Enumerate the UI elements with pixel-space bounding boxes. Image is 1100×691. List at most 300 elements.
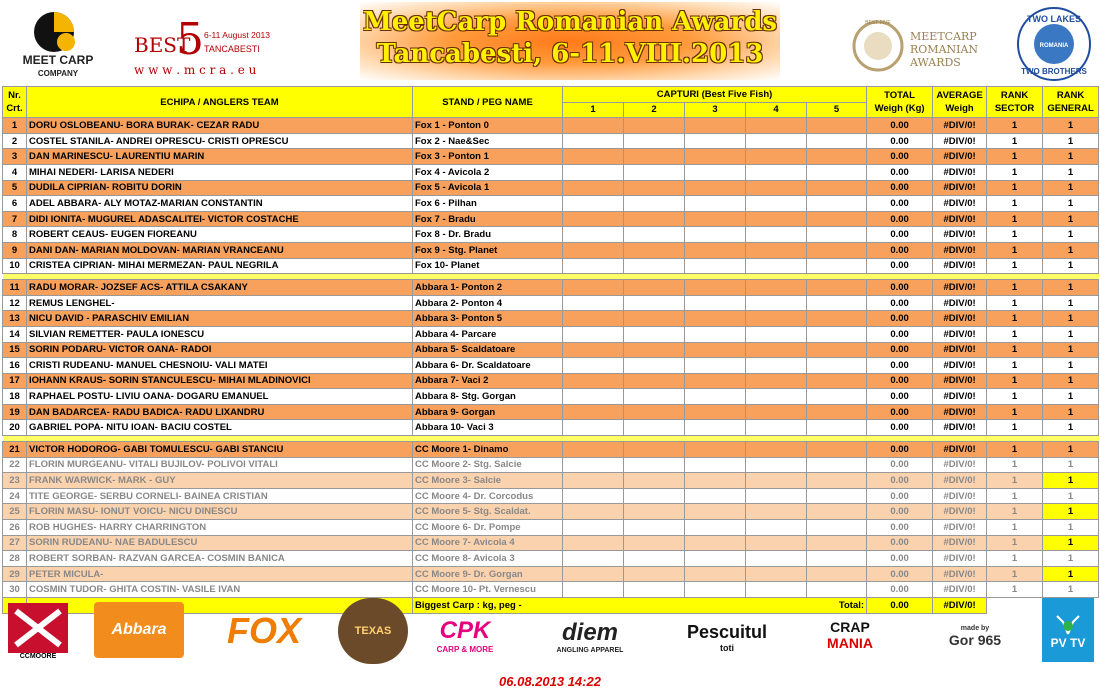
fish-3-weight xyxy=(685,457,746,473)
team-name: RADU MORAR- JOZSEF ACS- ATTILA CSAKANY xyxy=(27,280,413,296)
table-row xyxy=(3,551,1099,567)
fish-1-weight xyxy=(563,373,624,389)
fish-1-weight xyxy=(563,442,624,458)
fish-3-weight xyxy=(685,118,746,134)
total-weight: 0.00 xyxy=(867,457,933,473)
rank-general: 1 xyxy=(1043,211,1099,227)
fish-5-weight xyxy=(807,404,867,420)
table-row xyxy=(3,258,1099,274)
average-weight: #DIV/0! xyxy=(933,535,987,551)
team-name: ADEL ABBARA- ALY MOTAZ-MARIAN CONSTANTIN xyxy=(27,196,413,212)
average-weight: #DIV/0! xyxy=(933,358,987,374)
col-capturi: CAPTURI (Best Five Fish) xyxy=(563,87,867,103)
row-number: 27 xyxy=(3,535,27,551)
fish-1-weight xyxy=(563,326,624,342)
col-fish-1: 1 xyxy=(563,102,624,118)
fish-4-weight xyxy=(746,295,807,311)
stand-name: CC Moore 2- Stg. Salcie xyxy=(413,457,563,473)
stand-name: Abbara 9- Gorgan xyxy=(413,404,563,420)
rank-general: 1 xyxy=(1043,196,1099,212)
rank-sector: 1 xyxy=(987,442,1043,458)
fish-2-weight xyxy=(624,149,685,165)
rank-general: 1 xyxy=(1043,551,1099,567)
fish-5-weight xyxy=(807,504,867,520)
row-number: 30 xyxy=(3,582,27,598)
stand-name: Abbara 5- Scaldatoare xyxy=(413,342,563,358)
total-weight: 0.00 xyxy=(867,164,933,180)
row-number: 16 xyxy=(3,358,27,374)
fish-3-weight xyxy=(685,242,746,258)
stand-name: Fox 10- Planet xyxy=(413,258,563,274)
row-number: 19 xyxy=(3,404,27,420)
rank-general: 1 xyxy=(1043,180,1099,196)
rank-general: 1 xyxy=(1043,373,1099,389)
table-row xyxy=(3,535,1099,551)
fish-1-weight xyxy=(563,180,624,196)
average-weight: #DIV/0! xyxy=(933,211,987,227)
row-number: 22 xyxy=(3,457,27,473)
total-weight: 0.00 xyxy=(867,520,933,536)
biggest-carp: Biggest Carp : kg, peg - Total: xyxy=(413,598,867,614)
team-name: SILVIAN REMETTER- PAULA IONESCU xyxy=(27,326,413,342)
row-number: 6 xyxy=(3,196,27,212)
total-weight: 0.00 xyxy=(867,473,933,489)
average-weight: #DIV/0! xyxy=(933,295,987,311)
fish-2-weight xyxy=(624,342,685,358)
team-name: FRANK WARWICK- MARK - GUY xyxy=(27,473,413,489)
stand-name: Fox 3 - Ponton 1 xyxy=(413,149,563,165)
row-number: 20 xyxy=(3,420,27,436)
table-row xyxy=(3,196,1099,212)
fish-1-weight xyxy=(563,211,624,227)
rank-general: 1 xyxy=(1043,149,1099,165)
fish-3-weight xyxy=(685,311,746,327)
row-number: 7 xyxy=(3,211,27,227)
fish-3-weight xyxy=(685,295,746,311)
total-weight: 0.00 xyxy=(867,311,933,327)
cpk-logo: CPK CARP & MORE xyxy=(436,616,494,654)
average-weight: #DIV/0! xyxy=(933,504,987,520)
fish-1-weight xyxy=(563,473,624,489)
team-name: PETER MICULA- xyxy=(27,566,413,582)
row-number: 25 xyxy=(3,504,27,520)
fish-2-weight xyxy=(624,566,685,582)
rank-sector: 1 xyxy=(987,180,1043,196)
stand-name: Abbara 2- Ponton 4 xyxy=(413,295,563,311)
fish-3-weight xyxy=(685,404,746,420)
fish-4-weight xyxy=(746,442,807,458)
total-weight: 0.00 xyxy=(867,551,933,567)
row-number: 15 xyxy=(3,342,27,358)
team-name: SORIN PODARU- VICTOR OANA- RADOI xyxy=(27,342,413,358)
rank-sector: 1 xyxy=(987,280,1043,296)
fish-3-weight xyxy=(685,504,746,520)
fish-3-weight xyxy=(685,566,746,582)
rank-sector: 1 xyxy=(987,488,1043,504)
rank-sector: 1 xyxy=(987,326,1043,342)
fish-5-weight xyxy=(807,420,867,436)
fish-2-weight xyxy=(624,551,685,567)
col-average: AVERAGE Weigh xyxy=(933,87,987,118)
fish-3-weight xyxy=(685,551,746,567)
fish-3-weight xyxy=(685,133,746,149)
average-weight: #DIV/0! xyxy=(933,342,987,358)
rank-sector: 1 xyxy=(987,535,1043,551)
average-weight: #DIV/0! xyxy=(933,420,987,436)
texas-logo: TEXAS xyxy=(338,598,408,664)
average-weight: #DIV/0! xyxy=(933,473,987,489)
rank-general: 1 xyxy=(1043,520,1099,536)
average-weight: #DIV/0! xyxy=(933,582,987,598)
total-weight: 0.00 xyxy=(867,488,933,504)
fish-4-weight xyxy=(746,311,807,327)
gor965-logo: made by Gor 965 xyxy=(948,624,1002,648)
team-name: DIDI IONITA- MUGUREL ADASCALITEI- VICTOR COSTACHE xyxy=(27,211,413,227)
fish-5-weight xyxy=(807,211,867,227)
fish-4-weight xyxy=(746,326,807,342)
rank-sector: 1 xyxy=(987,551,1043,567)
rank-general: 1 xyxy=(1043,389,1099,405)
rank-general: 1 xyxy=(1043,566,1099,582)
fish-1-weight xyxy=(563,311,624,327)
stand-name: Fox 8 - Dr. Bradu xyxy=(413,227,563,243)
table-row xyxy=(3,566,1099,582)
fish-1-weight xyxy=(563,227,624,243)
fish-2-weight xyxy=(624,326,685,342)
fish-3-weight xyxy=(685,442,746,458)
two-lakes-logo xyxy=(1012,4,1096,84)
table-row xyxy=(3,118,1099,134)
fish-4-weight xyxy=(746,488,807,504)
col-nr: Nr. Crt. xyxy=(3,87,27,118)
average-weight: #DIV/0! xyxy=(933,404,987,420)
rank-general: 1 xyxy=(1043,457,1099,473)
rank-sector: 1 xyxy=(987,457,1043,473)
fish-1-weight xyxy=(563,389,624,405)
fish-5-weight xyxy=(807,442,867,458)
fish-1-weight xyxy=(563,295,624,311)
fish-3-weight xyxy=(685,358,746,374)
table-row xyxy=(3,358,1099,374)
best-logo-text: BEST xyxy=(134,33,191,57)
fish-2-weight xyxy=(624,242,685,258)
title-line2: Tancabesti, 6-11.VIII.2013 xyxy=(376,39,764,69)
average-weight: #DIV/0! xyxy=(933,551,987,567)
header-row-1 xyxy=(3,87,1099,103)
pescuitul-logo: Pescuitul toti xyxy=(686,621,768,653)
fish-1-weight xyxy=(563,520,624,536)
mcra-line2: ROMANIAN xyxy=(910,43,979,56)
stand-name: Abbara 3- Ponton 5 xyxy=(413,311,563,327)
row-number: 5 xyxy=(3,180,27,196)
rank-general: 1 xyxy=(1043,164,1099,180)
table-row xyxy=(3,311,1099,327)
fish-4-weight xyxy=(746,280,807,296)
team-name: COSTEL STANILA- ANDREI OPRESCU- CRISTI OPRESCU xyxy=(27,133,413,149)
stand-name: Fox 1 - Ponton 0 xyxy=(413,118,563,134)
table-row xyxy=(3,442,1099,458)
fish-2-weight xyxy=(624,295,685,311)
table-row xyxy=(3,420,1099,436)
fish-4-weight xyxy=(746,227,807,243)
fish-5-weight xyxy=(807,358,867,374)
total-weight: 0.00 xyxy=(867,566,933,582)
rank-sector: 1 xyxy=(987,311,1043,327)
rank-sector: 1 xyxy=(987,196,1043,212)
fish-4-weight xyxy=(746,404,807,420)
rank-sector: 1 xyxy=(987,342,1043,358)
col-rank-general: RANK GENERAL xyxy=(1043,87,1099,118)
average-weight: #DIV/0! xyxy=(933,311,987,327)
fish-5-weight xyxy=(807,457,867,473)
fish-4-weight xyxy=(746,551,807,567)
fish-4-weight xyxy=(746,211,807,227)
results-table xyxy=(2,86,1099,614)
rank-general: 1 xyxy=(1043,133,1099,149)
fish-3-weight xyxy=(685,420,746,436)
fish-1-weight xyxy=(563,535,624,551)
total-weight: 0.00 xyxy=(867,211,933,227)
rank-general: 1 xyxy=(1043,535,1099,551)
total-weight: 0.00 xyxy=(867,149,933,165)
fish-2-weight xyxy=(624,358,685,374)
stand-name: Fox 5 - Avicola 1 xyxy=(413,180,563,196)
rank-general: 1 xyxy=(1043,227,1099,243)
fish-5-weight xyxy=(807,196,867,212)
fish-3-weight xyxy=(685,473,746,489)
col-fish-4: 4 xyxy=(746,102,807,118)
rank-sector: 1 xyxy=(987,520,1043,536)
average-weight: #DIV/0! xyxy=(933,180,987,196)
twolakes-top: TWO LAKES xyxy=(1027,14,1081,24)
fish-4-weight xyxy=(746,118,807,134)
fish-4-weight xyxy=(746,535,807,551)
team-name: COSMIN TUDOR- GHITA COSTIN- VASILE IVAN xyxy=(27,582,413,598)
team-name: GABRIEL POPA- NITU IOAN- BACIU COSTEL xyxy=(27,420,413,436)
team-name: NICU DAVID - PARASCHIV EMILIAN xyxy=(27,311,413,327)
fish-4-weight xyxy=(746,373,807,389)
row-number: 21 xyxy=(3,442,27,458)
total-weight: 0.00 xyxy=(867,280,933,296)
table-row xyxy=(3,504,1099,520)
meetcarp-company-logo xyxy=(8,6,108,80)
rank-sector: 1 xyxy=(987,420,1043,436)
fish-5-weight xyxy=(807,520,867,536)
rank-sector: 1 xyxy=(987,295,1043,311)
fish-3-weight xyxy=(685,180,746,196)
stand-name: Abbara 6- Dr. Scaldatoare xyxy=(413,358,563,374)
row-number: 8 xyxy=(3,227,27,243)
fish-1-weight xyxy=(563,149,624,165)
timestamp: 06.08.2013 14:22 xyxy=(499,674,601,689)
col-team: ECHIPA / ANGLERS TEAM xyxy=(27,87,413,118)
pvtv-logo: PV TV xyxy=(1042,598,1094,662)
results-body xyxy=(3,118,1099,598)
fish-1-weight xyxy=(563,504,624,520)
fish-4-weight xyxy=(746,242,807,258)
average-weight: #DIV/0! xyxy=(933,164,987,180)
fish-1-weight xyxy=(563,566,624,582)
table-row xyxy=(3,211,1099,227)
fish-3-weight xyxy=(685,535,746,551)
fish-4-weight xyxy=(746,149,807,165)
rank-general: 1 xyxy=(1043,582,1099,598)
average-weight: #DIV/0! xyxy=(933,442,987,458)
fish-2-weight xyxy=(624,180,685,196)
rank-sector: 1 xyxy=(987,118,1043,134)
col-stand: STAND / PEG NAME xyxy=(413,87,563,118)
rank-general: 1 xyxy=(1043,118,1099,134)
rank-general: 1 xyxy=(1043,404,1099,420)
sponsor-strip xyxy=(0,596,1100,668)
stand-name: CC Moore 4- Dr. Corcodus xyxy=(413,488,563,504)
fish-2-weight xyxy=(624,504,685,520)
title-line1: MeetCarp Romanian Awards xyxy=(362,7,778,37)
twolakes-mid: ROMANIA xyxy=(1039,43,1069,49)
team-name: DAN MARINESCU- LAURENTIU MARIN xyxy=(27,149,413,165)
ccmoore-logo: CCMOORE xyxy=(6,598,70,664)
fish-2-weight xyxy=(624,373,685,389)
fish-1-weight xyxy=(563,164,624,180)
fish-5-weight xyxy=(807,280,867,296)
page-title xyxy=(360,6,780,70)
average-weight: #DIV/0! xyxy=(933,566,987,582)
table-row xyxy=(3,389,1099,405)
fish-4-weight xyxy=(746,566,807,582)
average-weight: #DIV/0! xyxy=(933,242,987,258)
team-name: IOHANN KRAUS- SORIN STANCULESCU- MIHAI MLADINOVICI xyxy=(27,373,413,389)
fish-2-weight xyxy=(624,389,685,405)
fish-5-weight xyxy=(807,373,867,389)
total-weight: 0.00 xyxy=(867,342,933,358)
col-fish-3: 3 xyxy=(685,102,746,118)
fish-3-weight xyxy=(685,149,746,165)
fish-2-weight xyxy=(624,118,685,134)
team-name: REMUS LENGHEL- xyxy=(27,295,413,311)
fish-5-weight xyxy=(807,326,867,342)
fish-5-weight xyxy=(807,242,867,258)
fish-1-weight xyxy=(563,133,624,149)
best-url: w w w . m c r a . e u xyxy=(134,63,257,77)
team-name: DAN BADARCEA- RADU BADICA- RADU LIXANDRU xyxy=(27,404,413,420)
fish-5-weight xyxy=(807,133,867,149)
stand-name: Fox 4 - Avicola 2 xyxy=(413,164,563,180)
total-weight: 0.00 xyxy=(867,227,933,243)
rank-general: 1 xyxy=(1043,358,1099,374)
rank-sector: 1 xyxy=(987,404,1043,420)
fish-2-weight xyxy=(624,280,685,296)
rank-general: 1 xyxy=(1043,295,1099,311)
fish-2-weight xyxy=(624,211,685,227)
row-number: 11 xyxy=(3,280,27,296)
fish-1-weight xyxy=(563,196,624,212)
rank-sector: 1 xyxy=(987,258,1043,274)
fish-1-weight xyxy=(563,358,624,374)
average-weight: #DIV/0! xyxy=(933,133,987,149)
team-name: DUDILA CIPRIAN- ROBITU DORIN xyxy=(27,180,413,196)
fish-5-weight xyxy=(807,551,867,567)
fish-1-weight xyxy=(563,420,624,436)
fish-2-weight xyxy=(624,535,685,551)
fish-2-weight xyxy=(624,442,685,458)
col-rank-sector: RANK SECTOR xyxy=(987,87,1043,118)
row-number: 23 xyxy=(3,473,27,489)
twolakes-bottom: TWO BROTHERS xyxy=(1021,67,1087,76)
fish-5-weight xyxy=(807,149,867,165)
fish-2-weight xyxy=(624,520,685,536)
fish-1-weight xyxy=(563,242,624,258)
total-weight: 0.00 xyxy=(867,535,933,551)
stand-name: CC Moore 3- Salcie xyxy=(413,473,563,489)
average-weight: #DIV/0! xyxy=(933,196,987,212)
fish-5-weight xyxy=(807,566,867,582)
fish-3-weight xyxy=(685,326,746,342)
rank-sector: 1 xyxy=(987,582,1043,598)
stand-name: Abbara 8- Stg. Gorgan xyxy=(413,389,563,405)
team-name: DANI DAN- MARIAN MOLDOVAN- MARIAN VRANCEANU xyxy=(27,242,413,258)
stand-name: Fox 9 - Stg. Planet xyxy=(413,242,563,258)
fish-4-weight xyxy=(746,520,807,536)
rank-general: 1 xyxy=(1043,473,1099,489)
average-weight: #DIV/0! xyxy=(933,457,987,473)
mcra-line3: AWARDS xyxy=(910,56,961,69)
stand-name: CC Moore 9- Dr. Gorgan xyxy=(413,566,563,582)
rank-general: 1 xyxy=(1043,342,1099,358)
fish-5-weight xyxy=(807,227,867,243)
total-weight: 0.00 xyxy=(867,504,933,520)
row-number: 9 xyxy=(3,242,27,258)
fish-5-weight xyxy=(807,180,867,196)
table-row xyxy=(3,473,1099,489)
stand-name: Abbara 4- Parcare xyxy=(413,326,563,342)
rank-general: 1 xyxy=(1043,258,1099,274)
total-weight: 0.00 xyxy=(867,258,933,274)
team-name: CRISTEA CIPRIAN- MIHAI MERMEZAN- PAUL NEGRILA xyxy=(27,258,413,274)
fish-3-weight xyxy=(685,342,746,358)
total-weight: 0.00 xyxy=(867,582,933,598)
rank-sector: 1 xyxy=(987,566,1043,582)
row-number: 3 xyxy=(3,149,27,165)
fish-1-weight xyxy=(563,258,624,274)
fish-4-weight xyxy=(746,196,807,212)
fish-5-weight xyxy=(807,535,867,551)
fish-1-weight xyxy=(563,457,624,473)
fish-3-weight xyxy=(685,280,746,296)
total-weight: 0.00 xyxy=(867,196,933,212)
col-fish-5: 5 xyxy=(807,102,867,118)
row-number: 14 xyxy=(3,326,27,342)
fish-1-weight xyxy=(563,404,624,420)
rank-sector: 1 xyxy=(987,473,1043,489)
meetcarp-logo-sub: COMPANY xyxy=(37,69,79,78)
team-name: SORIN RUDEANU- NAE BADULESCU xyxy=(27,535,413,551)
table-row xyxy=(3,227,1099,243)
table-row xyxy=(3,242,1099,258)
average-weight: #DIV/0! xyxy=(933,520,987,536)
team-name: ROBERT SORBAN- RAZVAN GARCEA- COSMIN BANICA xyxy=(27,551,413,567)
fish-2-weight xyxy=(624,164,685,180)
fish-2-weight xyxy=(624,258,685,274)
fish-2-weight xyxy=(624,404,685,420)
rank-general: 1 xyxy=(1043,242,1099,258)
fish-2-weight xyxy=(624,488,685,504)
fish-3-weight xyxy=(685,520,746,536)
team-name: VICTOR HODOROG- GABI TOMULESCU- GABI STANCIU xyxy=(27,442,413,458)
team-name: FLORIN MASU- IONUT VOICU- NICU DINESCU xyxy=(27,504,413,520)
fish-4-weight xyxy=(746,473,807,489)
average-weight: #DIV/0! xyxy=(933,389,987,405)
table-row xyxy=(3,295,1099,311)
